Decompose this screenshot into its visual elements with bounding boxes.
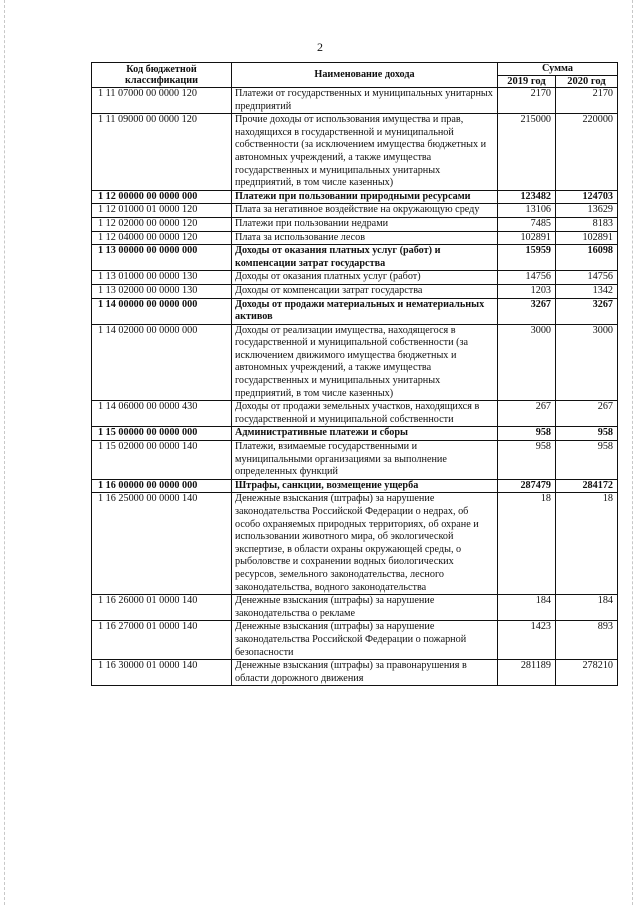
table-row <box>92 660 618 686</box>
revenue-table <box>91 62 618 686</box>
row-name-cell: Денежные взыскания (штрафы) за нарушение законодательства Российской Федерации о недрах, об особо охраняемых природных территориях, об охране и использовании животного мира, об экологической экспертизе, в области охраны окружающей среды, о рыболовстве и сохранении водных биологических ресурсов, земельного законодательства, лесного законодательства, водного законодательства <box>232 493 498 595</box>
row-name-cell: Доходы от продажи земельных участков, находящихся в государственной и муниципальной собственности <box>232 401 498 427</box>
row-code-cell: 1 14 02000 00 0000 000 <box>92 324 232 401</box>
row-code-cell: 1 13 00000 00 0000 000 <box>92 245 232 271</box>
row-2019-value: 3267 <box>498 298 556 324</box>
row-2019-value: 2170 <box>498 88 556 114</box>
row-2020-value: 13629 <box>556 204 618 218</box>
table-row <box>92 595 618 621</box>
row-2020-value: 2170 <box>556 88 618 114</box>
row-2019-value: 14756 <box>498 271 556 285</box>
row-name-cell: Денежные взыскания (штрафы) за правонарушения в области дорожного движения <box>232 660 498 686</box>
row-code-cell: 1 14 00000 00 0000 000 <box>92 298 232 324</box>
row-2020-value: 184 <box>556 595 618 621</box>
row-2020-value: 3267 <box>556 298 618 324</box>
row-2019-value: 15959 <box>498 245 556 271</box>
row-code-cell: 1 12 02000 00 0000 120 <box>92 217 232 231</box>
row-2019-value: 123482 <box>498 190 556 204</box>
row-code-cell: 1 13 02000 00 0000 130 <box>92 284 232 298</box>
table-row <box>92 324 618 401</box>
table-row <box>92 284 618 298</box>
row-code-cell: 1 13 01000 00 0000 130 <box>92 271 232 285</box>
table-header <box>92 63 618 88</box>
row-2020-value: 14756 <box>556 271 618 285</box>
row-2020-value: 8183 <box>556 217 618 231</box>
row-code-cell: 1 11 09000 00 0000 120 <box>92 114 232 191</box>
table-row <box>92 493 618 595</box>
row-2020-value: 124703 <box>556 190 618 204</box>
scan-edge-left <box>4 0 6 905</box>
row-2020-value: 893 <box>556 621 618 660</box>
header-name: Наименование дохода <box>232 63 498 88</box>
row-code-cell: 1 14 06000 00 0000 430 <box>92 401 232 427</box>
row-2019-value: 1203 <box>498 284 556 298</box>
row-2019-value: 7485 <box>498 217 556 231</box>
row-name-cell: Плата за негативное воздействие на окружающую среду <box>232 204 498 218</box>
row-code-cell: 1 16 30000 01 0000 140 <box>92 660 232 686</box>
row-name-cell: Доходы от продажи материальных и нематериальных активов <box>232 298 498 324</box>
row-name-cell: Денежные взыскания (штрафы) за нарушение законодательства Российской Федерации о пожарной безопасности <box>232 621 498 660</box>
row-name-cell: Доходы от оказания платных услуг (работ) и компенсации затрат государства <box>232 245 498 271</box>
page-number: 2 <box>317 40 323 54</box>
row-name-cell: Денежные взыскания (штрафы) за нарушение законодательства о рекламе <box>232 595 498 621</box>
table-row <box>92 401 618 427</box>
row-name-cell: Плата за использование лесов <box>232 231 498 245</box>
row-name-cell: Доходы от реализации имущества, находящегося в государственной и муниципальной собственности (за исключением движимого имущества бюджетных и автономных учреждений, а также имущества государственных и муниципальных унитарных предприятий, в том числе казенных) <box>232 324 498 401</box>
table-row <box>92 479 618 493</box>
row-2020-value: 278210 <box>556 660 618 686</box>
row-name-cell: Доходы от компенсации затрат государства <box>232 284 498 298</box>
row-2019-value: 287479 <box>498 479 556 493</box>
row-2019-value: 13106 <box>498 204 556 218</box>
row-code-cell: 1 12 01000 01 0000 120 <box>92 204 232 218</box>
row-name-cell: Платежи, взимаемые государственными и муниципальными организациями за выполнение определенных функций <box>232 441 498 480</box>
row-name-cell: Доходы от оказания платных услуг (работ) <box>232 271 498 285</box>
row-2019-value: 18 <box>498 493 556 595</box>
row-2020-value: 16098 <box>556 245 618 271</box>
table-row <box>92 271 618 285</box>
row-code-cell: 1 11 07000 00 0000 120 <box>92 88 232 114</box>
row-2020-value: 958 <box>556 427 618 441</box>
row-2020-value: 267 <box>556 401 618 427</box>
row-code-cell: 1 15 02000 00 0000 140 <box>92 441 232 480</box>
row-2019-value: 267 <box>498 401 556 427</box>
table-row <box>92 190 618 204</box>
row-2020-value: 220000 <box>556 114 618 191</box>
header-sum: Сумма <box>498 63 618 76</box>
row-2019-value: 281189 <box>498 660 556 686</box>
row-code-cell: 1 16 27000 01 0000 140 <box>92 621 232 660</box>
row-2020-value: 18 <box>556 493 618 595</box>
table-row <box>92 204 618 218</box>
row-2020-value: 102891 <box>556 231 618 245</box>
table-row <box>92 298 618 324</box>
row-code-cell: 1 16 25000 00 0000 140 <box>92 493 232 595</box>
row-name-cell: Прочие доходы от использования имущества и прав, находящихся в государственной и муниципальной собственности (за исключением имущества бюджетных и автономных учреждений, а также имущества государственных и муниципальных унитарных предприятий, в том числе казенных) <box>232 114 498 191</box>
row-2020-value: 284172 <box>556 479 618 493</box>
row-name-cell: Платежи от государственных и муниципальных унитарных предприятий <box>232 88 498 114</box>
row-2019-value: 958 <box>498 427 556 441</box>
row-code-cell: 1 16 00000 00 0000 000 <box>92 479 232 493</box>
table-row <box>92 427 618 441</box>
header-year-2019: 2019 год <box>498 75 556 88</box>
header-year-2020: 2020 год <box>556 75 618 88</box>
row-code-cell: 1 12 04000 00 0000 120 <box>92 231 232 245</box>
row-2020-value: 3000 <box>556 324 618 401</box>
table-row <box>92 621 618 660</box>
table-row <box>92 231 618 245</box>
row-name-cell: Платежи при пользовании недрами <box>232 217 498 231</box>
row-name-cell: Штрафы, санкции, возмещение ущерба <box>232 479 498 493</box>
row-code-cell: 1 16 26000 01 0000 140 <box>92 595 232 621</box>
row-2020-value: 1342 <box>556 284 618 298</box>
table-row <box>92 217 618 231</box>
row-2019-value: 958 <box>498 441 556 480</box>
table-row <box>92 441 618 480</box>
row-2019-value: 215000 <box>498 114 556 191</box>
row-code-cell: 1 12 00000 00 0000 000 <box>92 190 232 204</box>
table-row <box>92 114 618 191</box>
header-code: Код бюджетной классификации <box>92 63 232 88</box>
row-2019-value: 1423 <box>498 621 556 660</box>
row-code-cell: 1 15 00000 00 0000 000 <box>92 427 232 441</box>
scan-edge-right <box>632 0 634 905</box>
row-name-cell: Административные платежи и сборы <box>232 427 498 441</box>
row-2019-value: 184 <box>498 595 556 621</box>
row-2019-value: 102891 <box>498 231 556 245</box>
row-2020-value: 958 <box>556 441 618 480</box>
table-row <box>92 88 618 114</box>
row-name-cell: Платежи при пользовании природными ресурсами <box>232 190 498 204</box>
table-row <box>92 245 618 271</box>
row-2019-value: 3000 <box>498 324 556 401</box>
table-body <box>92 88 618 686</box>
